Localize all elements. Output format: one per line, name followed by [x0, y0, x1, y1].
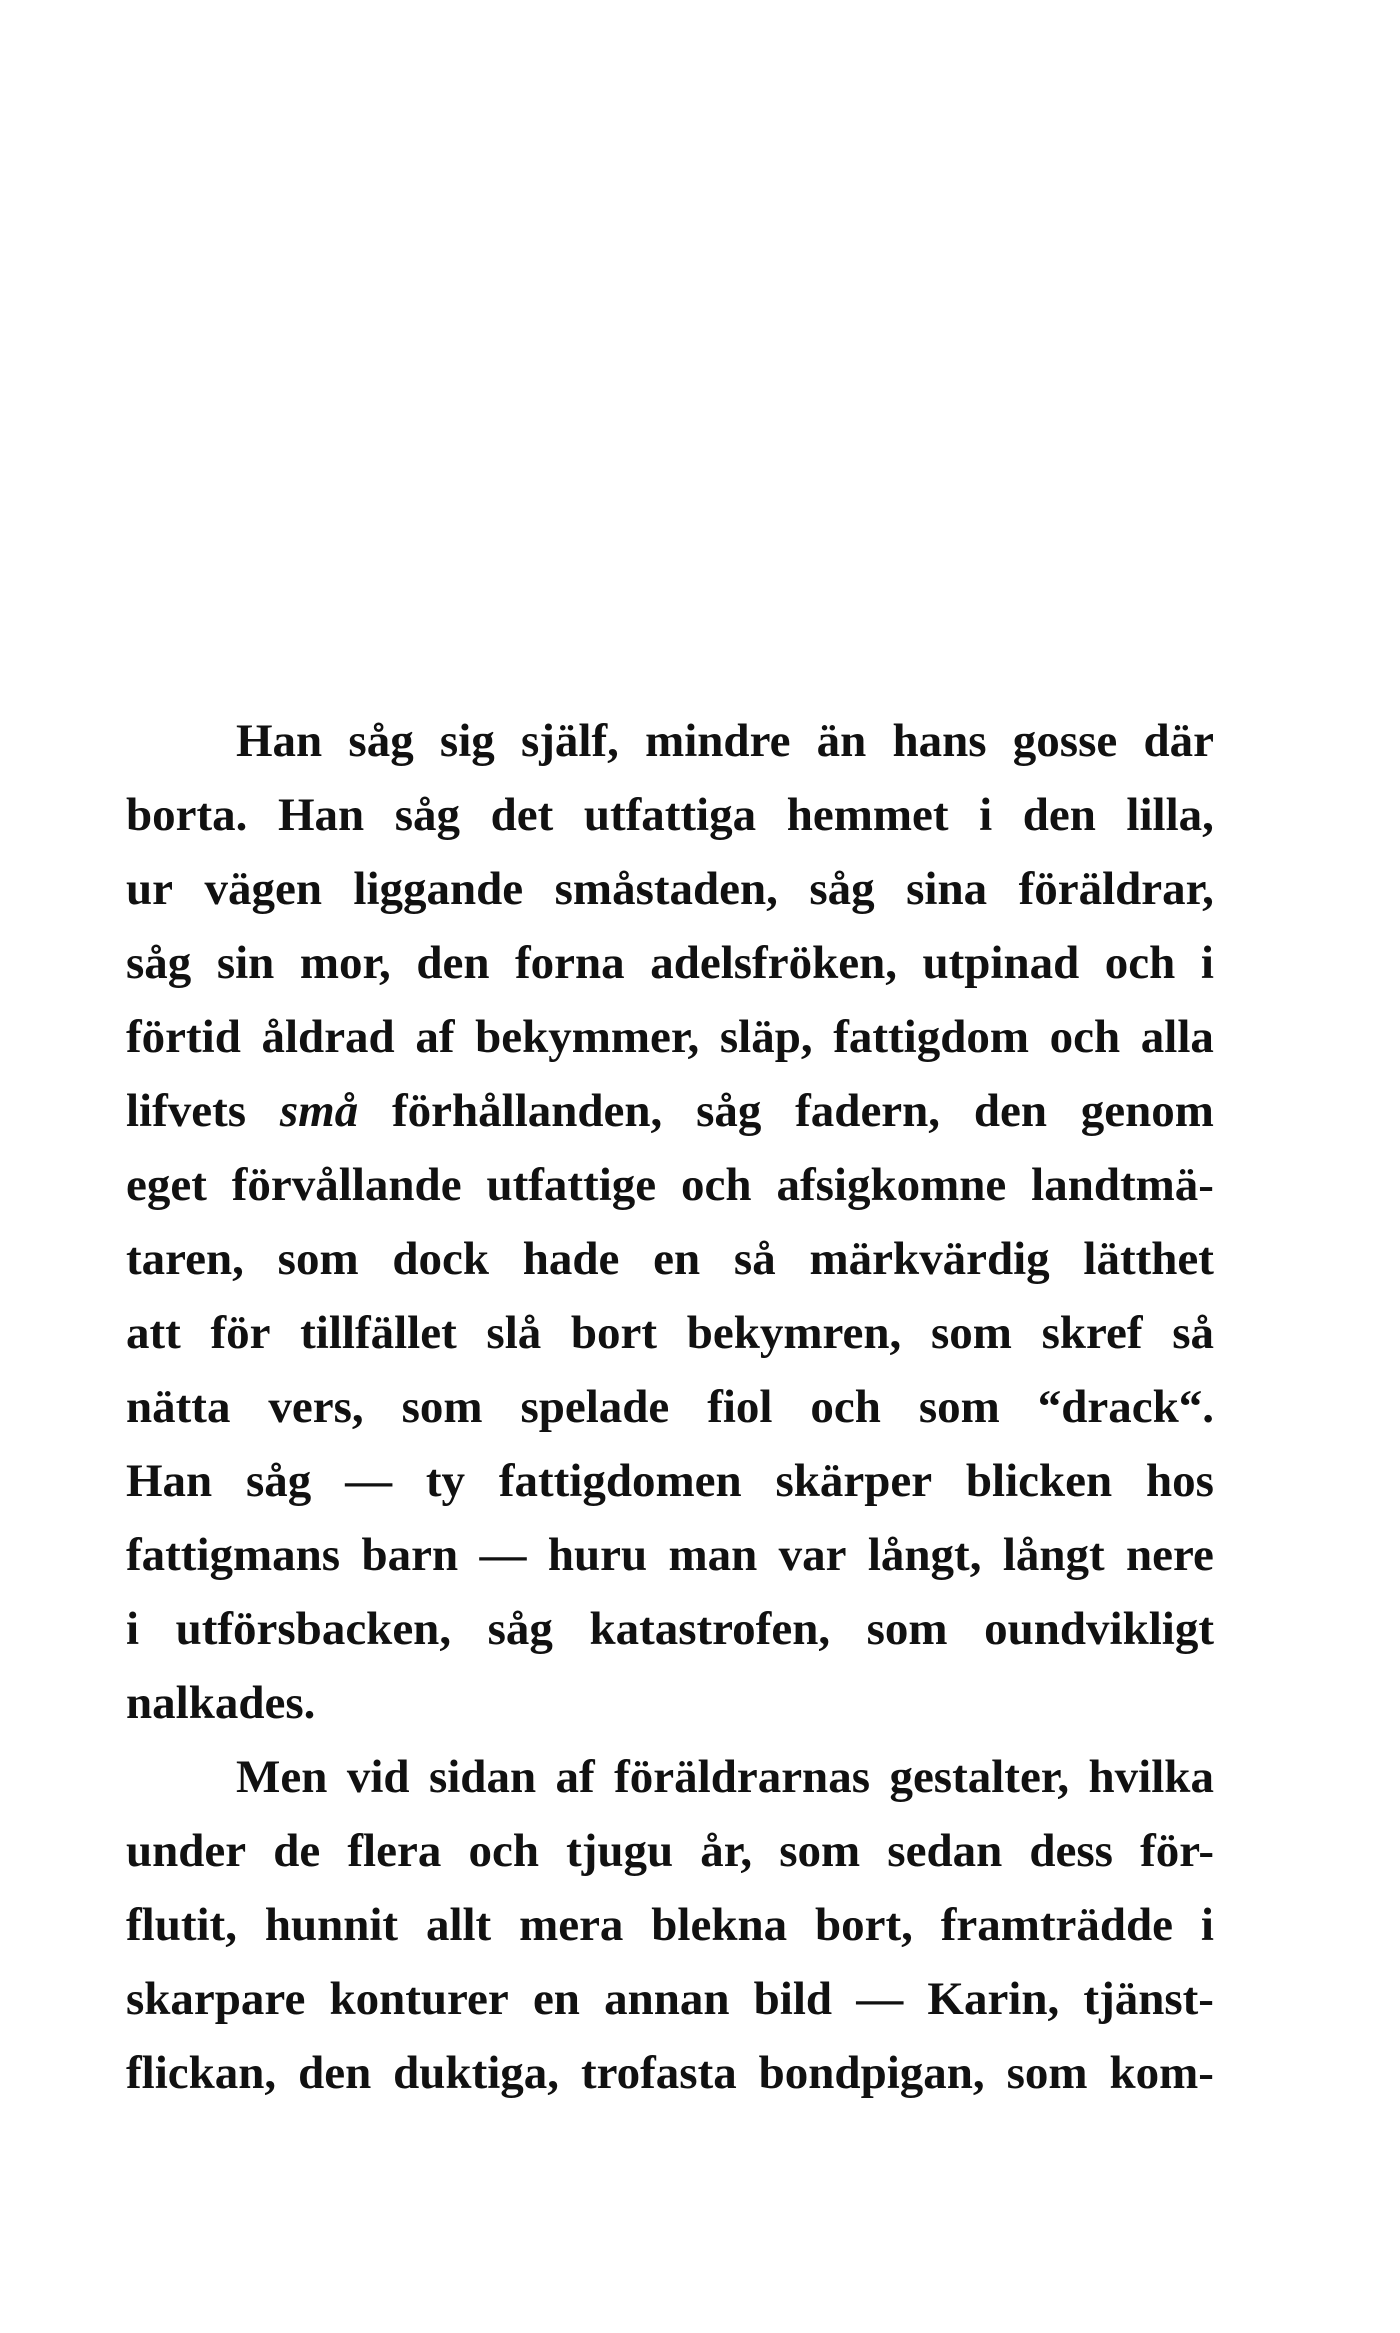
word: var [778, 1529, 847, 1581]
word: förtid [126, 1011, 241, 1063]
text-line [126, 1962, 1214, 2036]
word: nalkades. [126, 1677, 316, 1729]
word: i [979, 789, 993, 841]
word: i [1200, 937, 1214, 989]
word: spelade [520, 1381, 670, 1433]
word: kom- [1109, 2047, 1214, 2099]
word: allt [425, 1899, 492, 1951]
word: lätthet [1083, 1233, 1214, 1285]
text-line [126, 704, 1214, 778]
word: taren, [126, 1233, 244, 1285]
word: mor, [299, 937, 391, 989]
word: fattigdom [833, 1011, 1030, 1063]
word: för- [1140, 1825, 1214, 1877]
word: den [298, 2047, 372, 2099]
word: den [1022, 789, 1096, 841]
word: släp, [719, 1011, 813, 1063]
word: Han [126, 1455, 213, 1507]
word: och [810, 1381, 881, 1433]
word: mera [519, 1899, 624, 1951]
text-line [126, 1148, 1214, 1222]
word: ty [425, 1455, 466, 1507]
word: år, [700, 1825, 753, 1877]
word: huru [547, 1529, 648, 1581]
word: konturer [329, 1973, 509, 2025]
text-line [126, 1592, 1214, 1666]
word: hemmet [786, 789, 949, 841]
word: som [866, 1603, 948, 1655]
word: och [681, 1159, 752, 1211]
word: af [415, 1011, 455, 1063]
word: vid [346, 1751, 410, 1803]
word: annan [604, 1973, 730, 2025]
word: dess [1029, 1825, 1113, 1877]
body-text [126, 704, 1214, 2110]
word: så [733, 1233, 776, 1285]
word: fattigdomen [498, 1455, 742, 1507]
word: sedan [887, 1825, 1003, 1877]
text-line [126, 1666, 1214, 1740]
word: hade [522, 1233, 620, 1285]
word: mindre [645, 715, 791, 767]
word: och [1104, 937, 1176, 989]
text-line [126, 1296, 1214, 1370]
word: nätta [126, 1381, 231, 1433]
word: så [1172, 1307, 1214, 1359]
word: oundvikligt [984, 1603, 1214, 1655]
text-line [126, 778, 1214, 852]
word: skref [1041, 1307, 1143, 1359]
text-line [126, 926, 1214, 1000]
word: skärper [775, 1455, 933, 1507]
word: ur [126, 863, 173, 915]
word: den [416, 937, 490, 989]
word: långt, [867, 1529, 982, 1581]
word: såg [487, 1603, 553, 1655]
word: framträdde [940, 1899, 1174, 1951]
word: trofasta [580, 2047, 737, 2099]
word: Men [236, 1751, 328, 1803]
word: eget [126, 1159, 207, 1211]
word: bondpigan, [758, 2047, 985, 2099]
word: själf, [520, 715, 619, 767]
word: en [532, 1973, 580, 2025]
word: som [401, 1381, 483, 1433]
word: som [779, 1825, 861, 1877]
text-line [126, 2036, 1214, 2110]
word: åldrad [261, 1011, 395, 1063]
word: långt [1002, 1529, 1105, 1581]
word: i [126, 1603, 140, 1655]
word: småstaden, [554, 863, 778, 915]
word: än [816, 715, 867, 767]
word: flickan, [126, 2047, 277, 2099]
word: — [856, 1973, 904, 2025]
word: bekymren, [686, 1307, 902, 1359]
word: förvållande [231, 1159, 462, 1211]
word: vägen [204, 863, 322, 915]
word: Han [236, 715, 323, 767]
word: gosse [1012, 715, 1118, 767]
word: för [210, 1307, 271, 1359]
word: Karin, [927, 1973, 1060, 2025]
word: det [490, 789, 554, 841]
text-line [126, 852, 1214, 926]
word: fadern, [795, 1085, 941, 1137]
word: borta. [126, 789, 248, 841]
word: utfattiga [583, 789, 757, 841]
word: och [1049, 1011, 1121, 1063]
word: sin [216, 937, 275, 989]
word: alla [1140, 1011, 1214, 1063]
text-line [126, 1518, 1214, 1592]
word: små [279, 1085, 359, 1137]
word: såg [809, 863, 875, 915]
word: sidan [428, 1751, 537, 1803]
text-line [126, 1370, 1214, 1444]
word: blicken [965, 1455, 1113, 1507]
word: vers, [268, 1381, 364, 1433]
word: blekna [651, 1899, 788, 1951]
word: — [345, 1455, 393, 1507]
word: fiol [707, 1381, 773, 1433]
word: flutit, [126, 1899, 237, 1951]
word: dock [392, 1233, 490, 1285]
word: bort, [814, 1899, 913, 1951]
word: forna [515, 937, 625, 989]
word: man [668, 1529, 758, 1581]
word: där [1143, 715, 1214, 767]
word: såg [246, 1455, 312, 1507]
word: hvilka [1088, 1751, 1214, 1803]
word: de [273, 1825, 321, 1877]
word: utförsbacken, [175, 1603, 452, 1655]
word: i [1200, 1899, 1214, 1951]
word: bort [570, 1307, 658, 1359]
word: som [1006, 2047, 1088, 2099]
text-line [126, 1814, 1214, 1888]
word: “drack“. [1037, 1381, 1214, 1433]
word: duktiga, [393, 2047, 560, 2099]
word: förhållanden, [392, 1085, 663, 1137]
word: — [479, 1529, 527, 1581]
text-line [126, 1222, 1214, 1296]
word: som [930, 1307, 1012, 1359]
word: tjänst- [1083, 1973, 1214, 2025]
word: som [277, 1233, 359, 1285]
word: en [653, 1233, 701, 1285]
word: lilla, [1126, 789, 1214, 841]
word: att [126, 1307, 181, 1359]
word: gestalter, [889, 1751, 1070, 1803]
word: sig [439, 715, 495, 767]
word: såg [126, 937, 192, 989]
text-line [126, 1444, 1214, 1518]
word: barn [361, 1529, 459, 1581]
word: tillfället [300, 1307, 457, 1359]
word: såg [348, 715, 414, 767]
word: såg [394, 789, 461, 841]
word: Han [277, 789, 365, 841]
word: tjugu [566, 1825, 674, 1877]
word: under [126, 1825, 247, 1877]
word: skarpare [126, 1973, 306, 2025]
text-line [126, 1074, 1214, 1148]
word: adelsfröken, [650, 937, 897, 989]
word: hos [1145, 1455, 1214, 1507]
word: sina [906, 863, 988, 915]
word: hans [892, 715, 987, 767]
word: landtmä- [1031, 1159, 1214, 1211]
word: af [555, 1751, 595, 1803]
word: lifvets [126, 1085, 247, 1137]
word: slå [486, 1307, 542, 1359]
word: bekymmer, [475, 1011, 700, 1063]
word: såg [696, 1085, 762, 1137]
word: afsigkomne [776, 1159, 1007, 1211]
word: hunnit [264, 1899, 399, 1951]
text-line [126, 1740, 1214, 1814]
word: nere [1126, 1529, 1214, 1581]
word: katastrofen, [589, 1603, 831, 1655]
word: föräldrar, [1018, 863, 1214, 915]
word: bild [753, 1973, 833, 2025]
word: märkvärdig [809, 1233, 1050, 1285]
word: den [973, 1085, 1047, 1137]
word: utfattige [486, 1159, 657, 1211]
text-line [126, 1000, 1214, 1074]
text-line [126, 1888, 1214, 1962]
word: genom [1080, 1085, 1214, 1137]
word: och [468, 1825, 539, 1877]
word: som [918, 1381, 1000, 1433]
word: utpinad [922, 937, 1080, 989]
word: föräldrarnas [614, 1751, 870, 1803]
word: flera [347, 1825, 442, 1877]
word: liggande [353, 863, 524, 915]
word: fattigmans [126, 1529, 341, 1581]
